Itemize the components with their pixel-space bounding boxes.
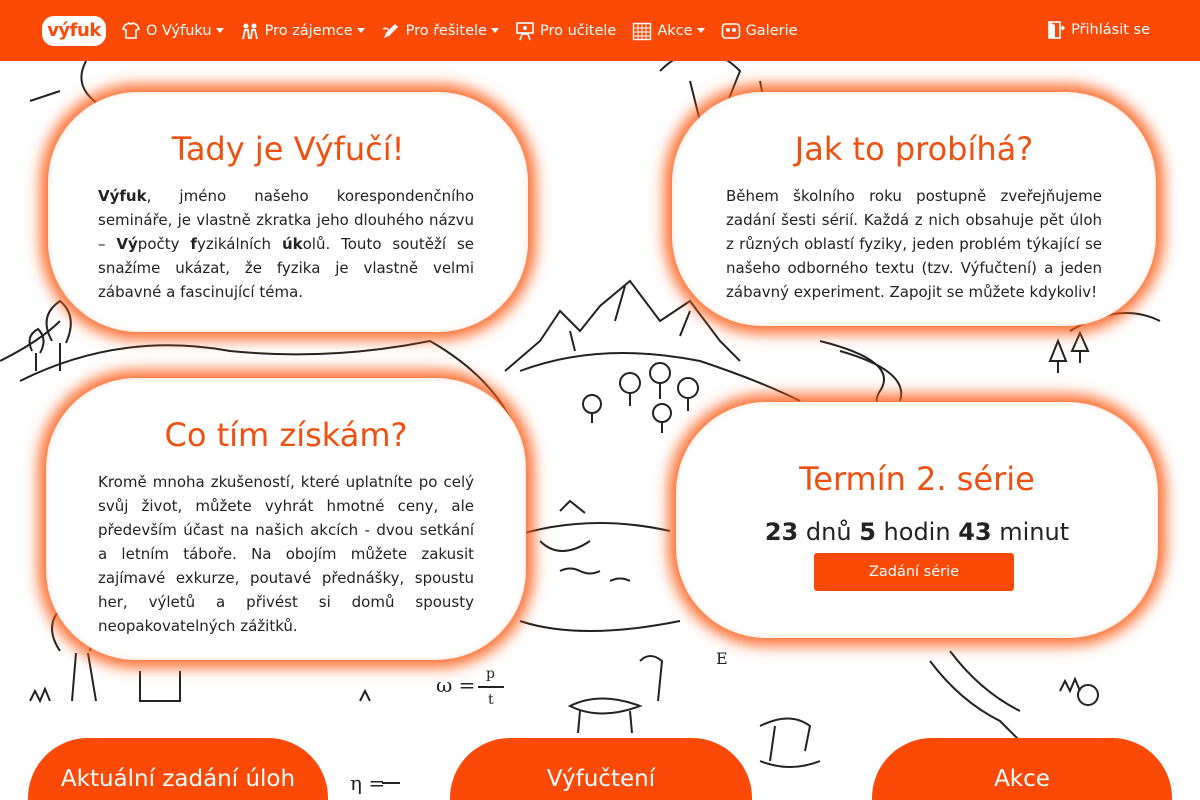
- intro-text: [98, 184, 474, 304]
- chevron-down-icon: [697, 28, 705, 33]
- how-text: Během školního roku postupně zveřejňujeme zadání šesti sérií. Každá z nich obsahuje pět úloh z různých oblastí fyziky, jeden problém týkající se našeho odborného textu (tzv. Výfučtení) a jeden zábavný experiment. Zapojit se můžete kdykoliv!: [726, 187, 1102, 301]
- cloud-deadline: [676, 402, 1158, 638]
- intro-text-part: yzikálních: [196, 235, 282, 253]
- chevron-down-icon: [216, 28, 224, 33]
- countdown-hours-label: hodin: [883, 518, 951, 546]
- intro-bold-uk: úk: [281, 235, 303, 253]
- series-assignment-button[interactable]: Zadání série: [814, 553, 1014, 591]
- nav-o-vyfuku[interactable]: [121, 21, 224, 41]
- nav-pro-zajemce[interactable]: [240, 21, 365, 41]
- intro-text-part: olů. Touto soutěží se snažíme ukázat, že fyzika je vlastně velmi zábavné a fascinující téma.: [98, 235, 474, 301]
- nav-pro-resitele[interactable]: [381, 21, 499, 41]
- how-title: Jak to probíhá?: [794, 130, 1034, 168]
- cloud-intro: [48, 92, 528, 332]
- svg-text:p: p: [486, 666, 495, 682]
- countdown: [676, 518, 1158, 546]
- chevron-down-icon: [491, 28, 499, 33]
- intro-bold-vyfuk: Výfuk: [98, 187, 147, 205]
- nav-label: O Výfuku: [146, 22, 212, 39]
- vyfuctení-link[interactable]: Výfučtení: [450, 738, 752, 800]
- deadline-title: Termín 2. série: [799, 460, 1035, 498]
- calendar-icon: [632, 21, 652, 41]
- login-icon: [1046, 20, 1066, 40]
- navbar: [0, 0, 1200, 61]
- svg-text:t: t: [488, 692, 494, 708]
- nav-galerie[interactable]: [721, 21, 798, 41]
- svg-text:ω =: ω =: [436, 673, 476, 697]
- events-link[interactable]: Akce: [872, 738, 1172, 800]
- nav-akce[interactable]: [632, 21, 704, 41]
- gain-text: Kromě mnoha zkušeností, které uplatníte po celý svůj život, můžete vyhrát hmotné ceny, ale především účast na našich akcích - dvou setkání a letním táboře. Na obojím můžete zakusit zajímavé exkurze, poutavé přednášky, spoustu her, výletů a přivést si domů spousty neopakovatelných zážitků.: [98, 473, 474, 635]
- cloud-gain: [46, 378, 526, 660]
- svg-text:η =: η =: [350, 771, 386, 795]
- nav-label: Pro učitele: [539, 22, 617, 39]
- nav-label: Pro řešitele: [405, 22, 487, 39]
- vyfuk-logo[interactable]: výfuk: [42, 16, 106, 46]
- cloud-how: [672, 92, 1156, 326]
- login-label: Přihlásit se: [1071, 22, 1150, 38]
- intro-bold-f: f: [190, 235, 197, 253]
- chevron-down-icon: [357, 28, 365, 33]
- teacher-icon: [515, 21, 535, 41]
- countdown-minutes: 43: [958, 518, 992, 546]
- intro-title: Tady je Výfučí!: [171, 130, 405, 168]
- countdown-minutes-label: minut: [999, 518, 1070, 546]
- people-icon: [240, 21, 260, 41]
- countdown-days-label: dnů: [805, 518, 852, 546]
- intro-text-part: , jméno našeho korespondenčního semináře, je vlastně zkratka jeho dlouhého názvu –: [98, 187, 474, 253]
- login-link[interactable]: [1046, 20, 1150, 40]
- gain-title: Co tím získám?: [164, 416, 408, 454]
- current-tasks-link[interactable]: Aktuální zadání úloh: [28, 738, 328, 800]
- nav-label: Akce: [657, 22, 693, 39]
- gallery-icon: [721, 21, 741, 41]
- shirt-icon: [121, 21, 141, 41]
- nav-pro-ucitele[interactable]: [515, 21, 616, 41]
- intro-text-part: počty: [137, 235, 191, 253]
- nav-label: Pro zájemce: [264, 22, 353, 39]
- svg-text:E: E: [716, 649, 728, 668]
- countdown-days: 23: [764, 518, 799, 546]
- intro-bold-vy: Vý: [116, 235, 138, 253]
- pencil-icon: [381, 21, 401, 41]
- nav-label: Galerie: [745, 22, 798, 39]
- countdown-hours: 5: [859, 518, 876, 546]
